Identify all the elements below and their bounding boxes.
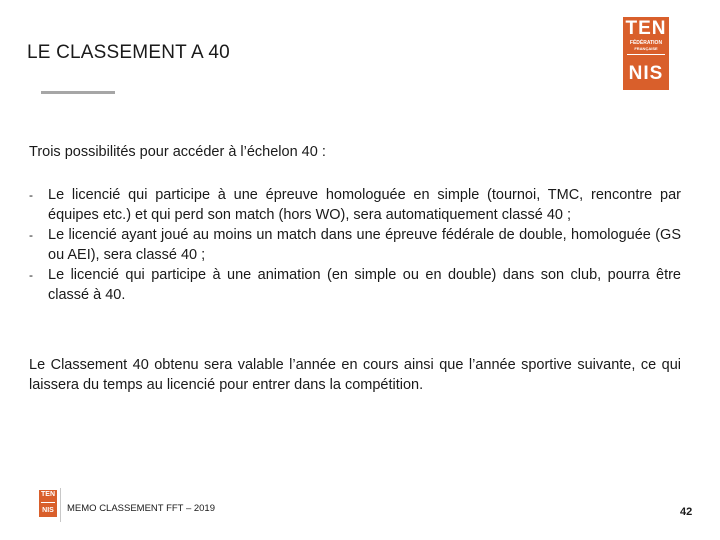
logo-text-francaise: FRANÇAISE — [634, 46, 658, 51]
page-number: 42 — [680, 506, 693, 518]
footer-logo-divider — [41, 502, 55, 503]
footer-logo-ten: TEN — [41, 491, 55, 498]
fft-tennis-logo — [623, 17, 669, 90]
footer-fft-logo — [39, 490, 57, 517]
logo-text-nis: NIS — [628, 63, 664, 84]
list-item — [29, 265, 681, 305]
logo-text-federation: FÉDÉRATION — [629, 40, 663, 46]
footer-text: MEMO CLASSEMENT FFT – 2019 — [67, 503, 215, 514]
bullet-text: Le licencié ayant joué au moins un match dans une épreuve fédérale de double, homologuée (GS ou AEI), sera classé 40 ; — [48, 227, 681, 263]
bullet-marker: - — [29, 188, 33, 202]
bullet-marker: - — [29, 228, 33, 242]
bullet-text: Le licencié qui participe à une animation (en simple ou en double) dans son club, pourra être classé à 40. — [48, 267, 681, 303]
body-paragraph: Le Classement 40 obtenu sera valable l’année en cours ainsi que l’année sportive suivante, ce qui laissera du temps au licencié pour entrer dans la compétition. — [29, 357, 681, 393]
list-item — [29, 185, 681, 225]
list-item — [29, 225, 681, 265]
footer-divider — [60, 488, 61, 522]
footer-logo-nis: NIS — [42, 507, 54, 514]
title-underline — [41, 91, 115, 94]
logo-divider — [627, 54, 665, 55]
intro-text: Trois possibilités pour accéder à l’échelon 40 : — [29, 144, 326, 160]
bullet-list — [29, 185, 681, 305]
logo-text-ten: TEN — [625, 18, 667, 39]
bullet-marker: - — [29, 268, 33, 282]
slide-title: LE CLASSEMENT A 40 — [27, 42, 230, 63]
bullet-text: Le licencié qui participe à une épreuve homologuée en simple (tournoi, TMC, rencontre par équipes etc.) et qui perd son match (hors WO), sera automatiquement classé 40 ; — [48, 187, 681, 223]
